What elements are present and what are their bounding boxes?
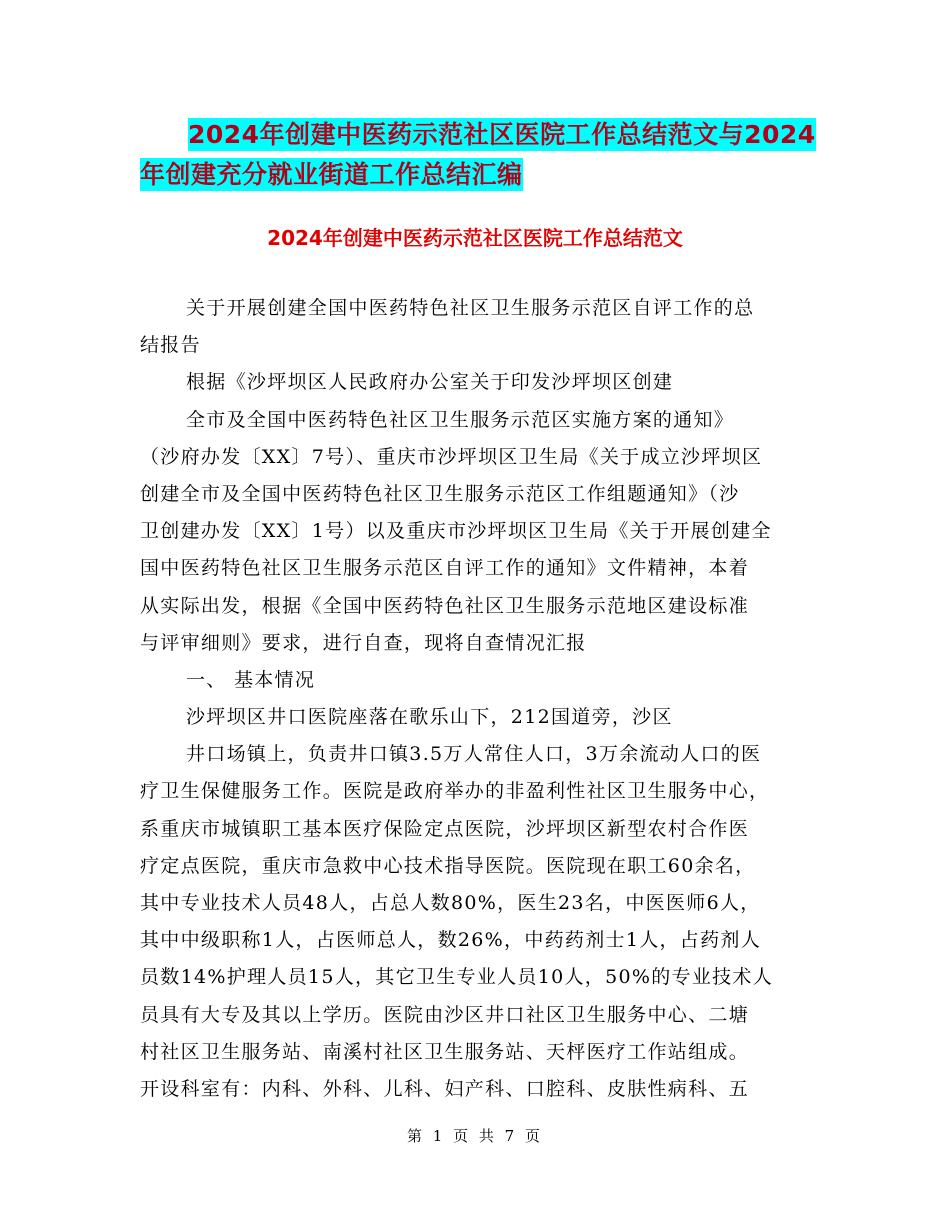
paragraph-line: 卫创建办发〔XX〕1号）以及重庆市沙坪坝区卫生局《关于开展创建全 [140, 520, 772, 543]
section-heading: 一、 基本情况 [186, 668, 316, 691]
paragraph-line: 疗定点医院，重庆市急救中心技术指导医院。医院现在职工60余名， [140, 854, 756, 877]
paragraph-line: 其中中级职称1人，占医师总人，数26%，中药药剂士1人，占药剂人 [140, 929, 762, 952]
paragraph-line: 关于开展创建全国中医药特色社区卫生服务示范区自评工作的总 [186, 297, 755, 319]
paragraph-line: 员数14%护理人员15人，其它卫生专业人员10人，50%的专业技术人 [140, 966, 774, 989]
paragraph-line: 其中专业技术人员48人，占总人数80%，医生23名，中医医师6人， [140, 892, 761, 914]
body-text [140, 290, 810, 1108]
title-highlight-2: 年创建充分就业街道工作总结汇编 [140, 160, 523, 189]
paragraph-line: 村社区卫生服务站、南溪村社区卫生服务站、天枰医疗工作站组成。 [140, 1040, 750, 1063]
paragraph-line: （沙府办发〔XX〕7号）、重庆市沙坪坝区卫生局《关于成立沙坪坝区 [140, 445, 763, 468]
title-highlight-1: 2024年创建中医药示范社区医院工作总结范文与2024 [188, 120, 816, 149]
paragraph-line: 与评审细则》要求，进行自查，现将自查情况汇报 [140, 631, 587, 654]
paragraph-line: 结报告 [140, 334, 201, 357]
paragraph-line: 国中医药特色社区卫生服务示范区自评工作的通知》文件精神，本着 [140, 557, 750, 580]
page-footer: 第 1 页 共 7 页 [407, 1127, 543, 1145]
paragraph-line: 沙坪坝区井口医院座落在歌乐山下，212国道旁，沙区 [186, 706, 673, 729]
section-title: 2024年创建中医药示范社区医院工作总结范文 [267, 226, 683, 250]
paragraph-line: 根据《沙坪坝区人民政府办公室关于印发沙坪坝区创建 [186, 371, 674, 394]
paragraph-line: 全市及全国中医药特色社区卫生服务示范区实施方案的通知》 [186, 408, 735, 431]
paragraph-line: 井口场镇上，负责井口镇3.5万人常住人口，3万余流动人口的医 [186, 743, 762, 766]
paragraph-line: 创建全市及全国中医药特色社区卫生服务示范区工作组题通知》（沙 [140, 482, 740, 505]
paragraph-line: 员具有大专及其以上学历。医院由沙区井口社区卫生服务中心、二塘 [140, 1003, 750, 1026]
paragraph-line: 系重庆市城镇职工基本医疗保险定点医院，沙坪坝区新型农村合作医 [140, 817, 750, 840]
document-title-line-2 [140, 150, 820, 200]
paragraph-line: 开设科室有：内科、外科、儿科、妇产科、口腔科、皮肤性病科、五 [140, 1077, 750, 1100]
paragraph-line: 从实际出发，根据《全国中医药特色社区卫生服务示范地区建设标准 [140, 594, 750, 617]
paragraph-line: 疗卫生保健服务工作。医院是政府举办的非盈利性社区卫生服务中心， [140, 780, 770, 803]
